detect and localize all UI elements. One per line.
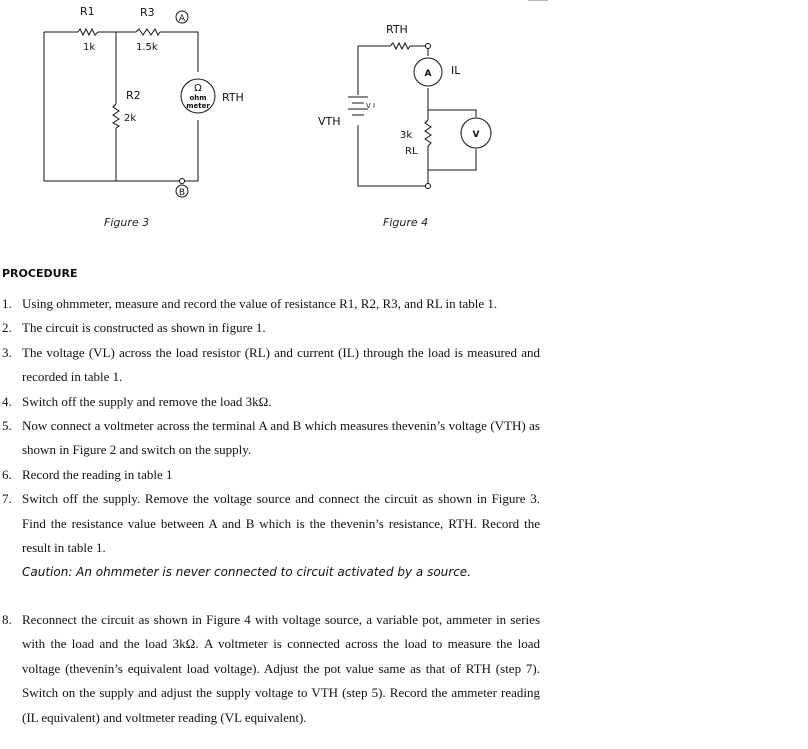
rl-resistor	[425, 120, 431, 146]
node-b	[180, 179, 185, 184]
r1-value: 1k	[83, 42, 96, 53]
r3-label: R3	[140, 6, 155, 19]
r1-resistor	[78, 29, 98, 35]
r2-value: 2k	[124, 113, 137, 124]
r3-value: 1.5k	[136, 42, 158, 53]
ohmmeter-line1: ohm	[189, 94, 207, 102]
step-1: 1. Using ohmmeter, measure and record the value of resistance R1, R2, R3, and RL in table 1.	[2, 296, 498, 311]
il-label: IL	[451, 64, 461, 77]
top-right-divider	[528, 0, 548, 1]
r2-resistor	[113, 104, 119, 128]
ohmmeter-line2: meter	[186, 102, 210, 110]
step-6: 6. Record the reading in table 1	[2, 466, 173, 482]
step-3: 3. The voltage (VL) across the load resistor (RL) and current (IL) through the load is measured and recorded in table 1.	[2, 344, 540, 385]
vth-label: VTH	[318, 115, 341, 128]
step-4: 4. Switch off the supply and remove the load 3kΩ.	[2, 393, 272, 409]
vi-label: V I	[366, 102, 376, 110]
r3-resistor	[136, 29, 160, 35]
battery	[348, 97, 368, 115]
step-2: 2. The circuit is constructed as shown in figure 1.	[2, 320, 266, 336]
terminal-a-label: A	[178, 14, 186, 24]
terminal-b-label: B	[178, 188, 186, 198]
figure4-caption: Figure 4	[383, 216, 429, 229]
rl-value: 3k	[400, 130, 413, 141]
r1-label: R1	[80, 5, 95, 18]
ohm-symbol: Ω	[194, 83, 202, 94]
rl-label: RL	[405, 146, 418, 157]
ammeter-label: A	[424, 69, 432, 79]
procedure-list	[0, 292, 540, 730]
rth-resistor	[390, 43, 410, 49]
caution-note: Caution: An ohmmeter is never connected to circuit activated by a source.	[22, 565, 472, 580]
voltmeter-label: V	[472, 130, 480, 140]
fig3-rth-label: RTH	[222, 91, 244, 104]
r2-label: R2	[126, 89, 141, 102]
fig4-rth-label: RTH	[386, 23, 408, 36]
step-7: 7. Switch off the supply. Remove the voltage source and connect the circuit as shown in Figure 3. Find the resistance value between A and B which is the thevenin’s resistance, RTH. Record the result in table 1. Caution: An ohmmeter is never connected to circuit activated by a source.	[2, 491, 540, 580]
procedure-heading: PROCEDURE	[2, 267, 78, 280]
figure3-caption: Figure 3	[104, 216, 150, 229]
step-5: 5. Now connect a voltmeter across the terminal A and B which measures thevenin’s voltage (VTH) as shown in Figure 2 and switch on the supply.	[2, 418, 540, 458]
step-8: 8. Reconnect the circuit as shown in Figure 4 with voltage source, a variable pot, ammeter in series with the load and the load 3kΩ. A voltmeter is connected across the load to measure the load voltage (thevenin’s equivalent load voltage). Adjust the pot value same as that of RTH (step 7). Switch on the supply and adjust the supply voltage to VTH (step 5). Record the ammeter reading (IL equivalent) and voltmeter reading (VL equivalent).	[2, 611, 540, 725]
